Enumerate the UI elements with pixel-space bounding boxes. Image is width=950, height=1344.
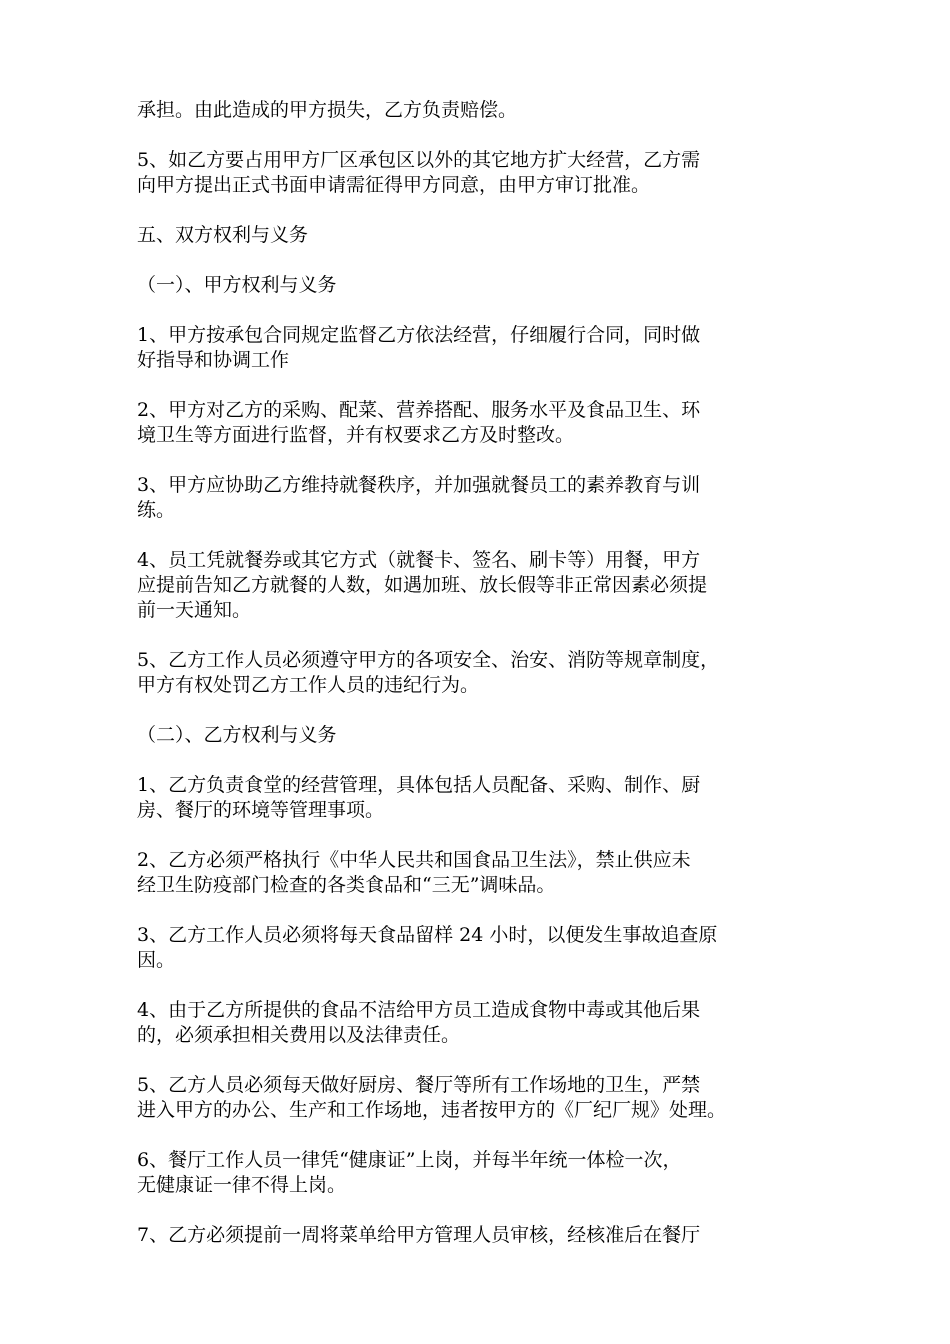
paragraph [137, 323, 837, 373]
paragraph [137, 398, 837, 448]
paragraph [137, 998, 837, 1048]
text-line: 五、双方权利与义务 [137, 224, 309, 246]
text-line: 应提前告知乙方就餐的人数，如遇加班、放长假等非正常因素必须提 [137, 574, 708, 596]
text-line: 前一天通知。 [137, 599, 252, 621]
paragraph [137, 1148, 837, 1198]
text-line: 5、乙方人员必须每天做好厨房、餐厅等所有工作场地的卫生，严禁 [137, 1074, 701, 1096]
text-line: 境卫生等方面进行监督，并有权要求乙方及时整改。 [137, 424, 575, 446]
paragraph [137, 548, 837, 623]
paragraph [137, 773, 837, 823]
text-line: （二）、乙方权利与义务 [137, 724, 337, 746]
text-line: 经卫生防疫部门检查的各类食品和“三无”调味品。 [137, 874, 556, 896]
text-line: 房、餐厅的环境等管理事项。 [137, 799, 385, 821]
text-line: 4、员工凭就餐券或其它方式（就餐卡、签名、刷卡等）用餐，甲方 [137, 549, 701, 571]
document-body [137, 98, 837, 1273]
text-line: 1、甲方按承包合同规定监督乙方依法经营，仔细履行合同，同时做 [137, 324, 701, 346]
text-line: 3、甲方应协助乙方维持就餐秩序，并加强就餐员工的素养教育与训 [137, 474, 701, 496]
text-line: 甲方有权处罚乙方工作人员的违纪行为。 [137, 674, 480, 696]
text-line: 承担。由此造成的甲方损失，乙方负责赔偿。 [137, 99, 518, 121]
paragraph [137, 848, 837, 898]
text-line: 7、乙方必须提前一周将菜单给甲方管理人员审核，经核准后在餐厅 [137, 1224, 701, 1246]
paragraph [137, 98, 837, 123]
text-line: 1、乙方负责食堂的经营管理，具体包括人员配备、采购、制作、厨 [137, 774, 701, 796]
text-line: 无健康证一律不得上岗。 [137, 1174, 347, 1196]
paragraph [137, 723, 837, 748]
text-line: 4、由于乙方所提供的食品不洁给甲方员工造成食物中毒或其他后果 [137, 999, 701, 1021]
paragraph [137, 223, 837, 248]
paragraph [137, 923, 837, 973]
text-line: 好指导和协调工作 [137, 349, 290, 371]
text-line: 2、甲方对乙方的采购、配菜、营养搭配、服务水平及食品卫生、环 [137, 399, 701, 421]
text-line: 2、乙方必须严格执行《中华人民共和国食品卫生法》，禁止供应未 [137, 849, 691, 871]
text-line: 进入甲方的办公、生产和工作场地，违者按甲方的《厂纪厂规》处理。 [137, 1099, 727, 1121]
text-line: 向甲方提出正式书面申请需征得甲方同意，由甲方审订批准。 [137, 174, 651, 196]
paragraph [137, 273, 837, 298]
paragraph [137, 148, 837, 198]
text-line: 练。 [137, 499, 176, 521]
text-line: 3、乙方工作人员必须将每天食品留样 24 小时，以便发生事故追查原 [137, 924, 718, 946]
text-line: 5、乙方工作人员必须遵守甲方的各项安全、治安、消防等规章制度， [137, 649, 720, 671]
text-line: （一）、甲方权利与义务 [137, 274, 337, 296]
paragraph [137, 473, 837, 523]
text-line: 的，必须承担相关费用以及法律责任。 [137, 1024, 461, 1046]
paragraph [137, 1073, 837, 1123]
text-line: 因。 [137, 949, 176, 971]
paragraph [137, 648, 837, 698]
paragraph [137, 1223, 837, 1248]
text-line: 6、餐厅工作人员一律凭“健康证”上岗，并每半年统一体检一次， [137, 1149, 682, 1171]
text-line: 5、如乙方要占用甲方厂区承包区以外的其它地方扩大经营，乙方需 [137, 149, 701, 171]
